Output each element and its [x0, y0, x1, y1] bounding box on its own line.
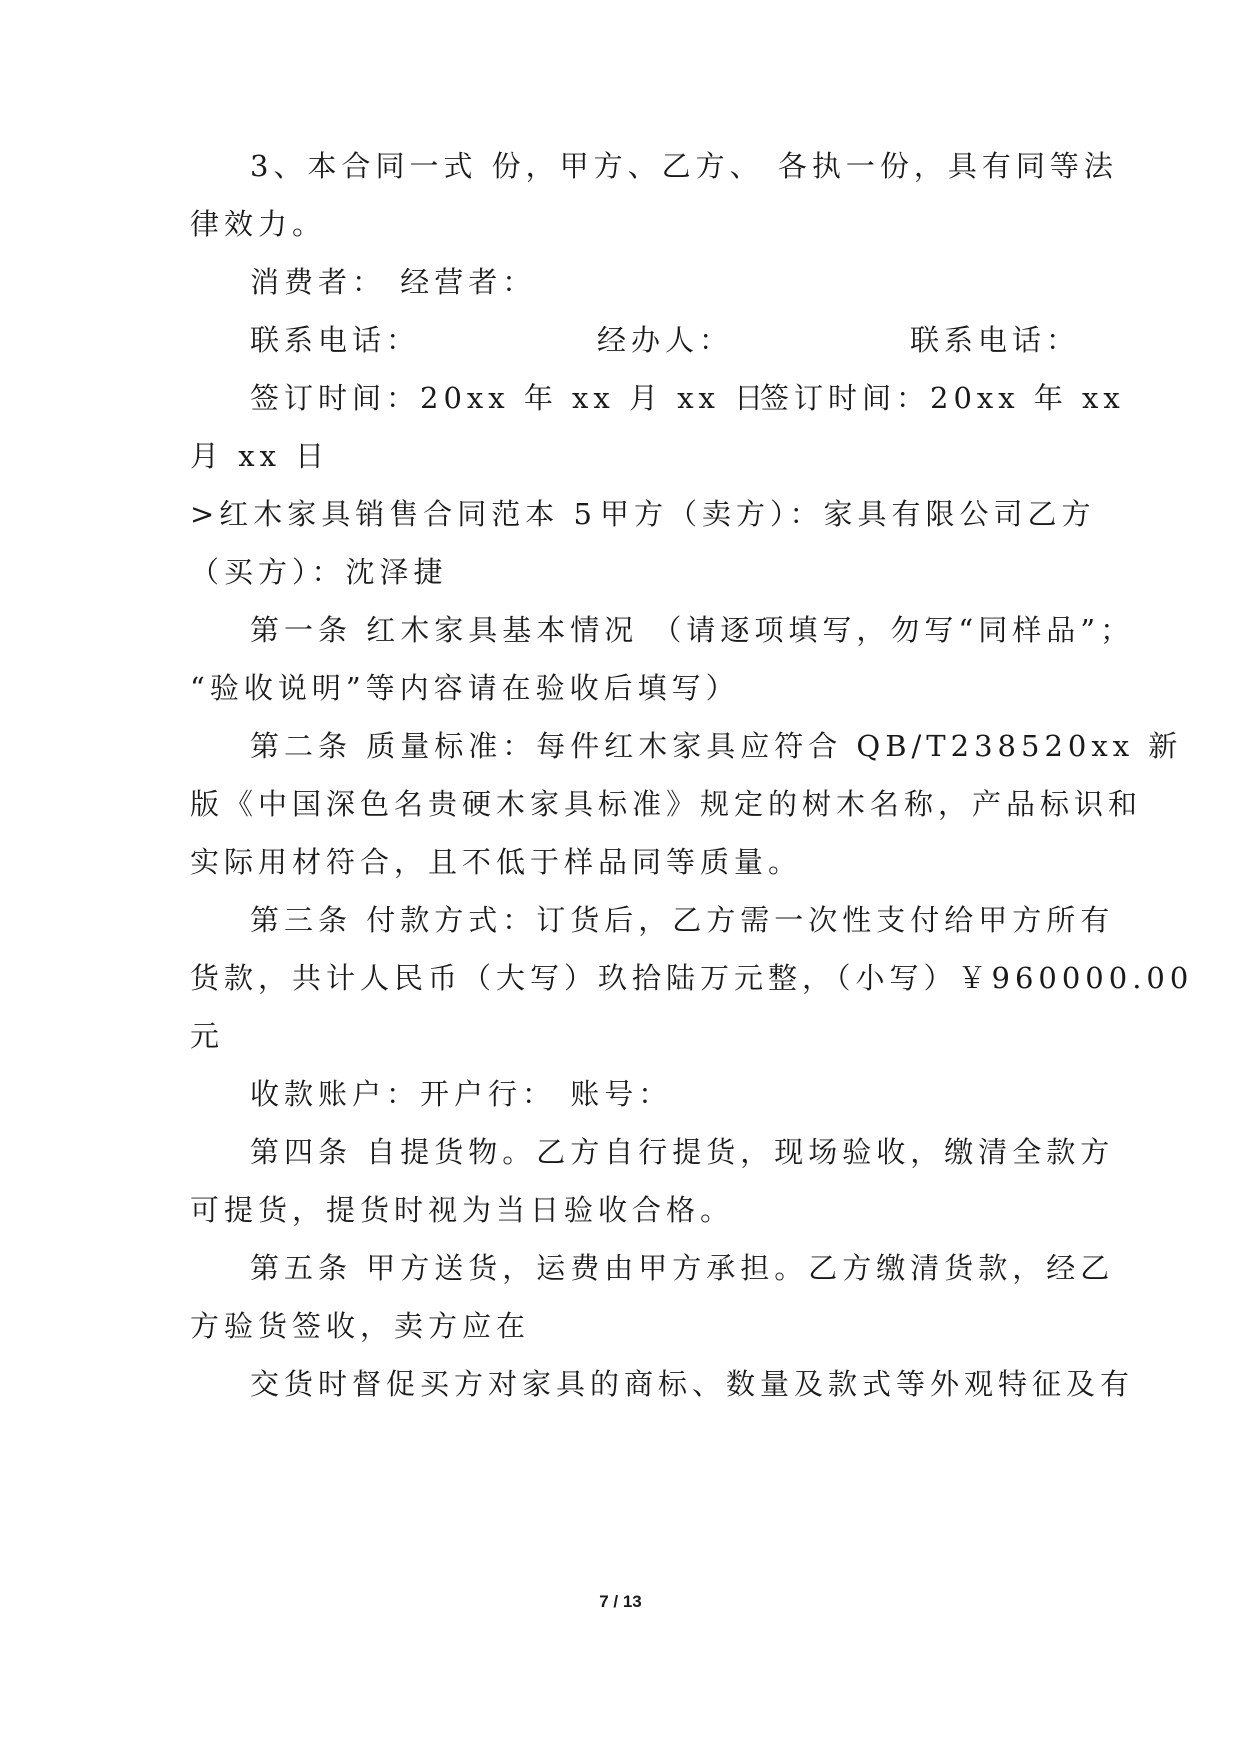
article-1-line-1: 第一条 红木家具基本情况 （请逐项填写，勿写“同样品”；	[250, 613, 1135, 647]
seller-sign-date-cont: 月 xx 日	[190, 439, 330, 473]
clause-copies-line-1: 3、本合同一式 份，甲方、乙方、 各执一份，具有同等法	[250, 149, 1118, 183]
consumer-sign-date: 签订时间：20xx 年 xx 月 xx 日	[250, 381, 769, 415]
article-2-line-2: 版《中国深色名贵硬木家具标准》规定的树木名称，产品标识和	[190, 787, 1143, 821]
payment-account-line: 收款账户：开户行： 账号：	[250, 1077, 673, 1111]
article-4-line-1: 第四条 自提货物。乙方自行提货，现场验收，缴清全款方	[250, 1135, 1115, 1169]
party-a: 甲方（卖方）：家具有限公司乙方	[600, 497, 1096, 531]
delivery-paragraph-line: 交货时督促买方对家具的商标、数量及款式等外观特征及有	[250, 1367, 1135, 1401]
article-3-line-2: 货款，共计人民币（大写）玖拾陆万元整，（小写）￥960000.00	[190, 961, 1194, 995]
article-4-line-2: 可提货，提货时视为当日验收合格。	[190, 1193, 735, 1227]
seller-sign-date: 签订时间：20xx 年 xx	[760, 381, 1125, 415]
signatories-label: 消费者： 经营者：	[250, 265, 537, 299]
consumer-phone-label: 联系电话：	[250, 323, 421, 357]
agent-label: 经办人：	[597, 323, 734, 357]
seller-phone-label: 联系电话：	[910, 323, 1081, 357]
article-2-line-3: 实际用材符合，且不低于样品同等质量。	[190, 845, 803, 879]
article-5-line-1: 第五条 甲方送货，运费由甲方承担。乙方缴清货款，经乙	[250, 1251, 1115, 1285]
article-1-line-2: “验收说明”等内容请在验收后填写）	[190, 671, 740, 705]
page-number: 7 / 13	[599, 1592, 642, 1611]
article-2-line-1: 第二条 质量标准：每件红木家具应符合 QB/T238520xx 新	[250, 729, 1183, 763]
article-3-line-1: 第三条 付款方式：订货后，乙方需一次性支付给甲方所有	[250, 903, 1115, 937]
article-3-line-3: 元	[190, 1019, 225, 1053]
party-b: （买方）：沈泽捷	[190, 555, 448, 589]
article-5-line-2: 方验货签收，卖方应在	[190, 1309, 531, 1343]
contract-title: >红木家具销售合同范本 5	[190, 497, 597, 531]
clause-copies-line-2: 律效力。	[190, 207, 327, 241]
